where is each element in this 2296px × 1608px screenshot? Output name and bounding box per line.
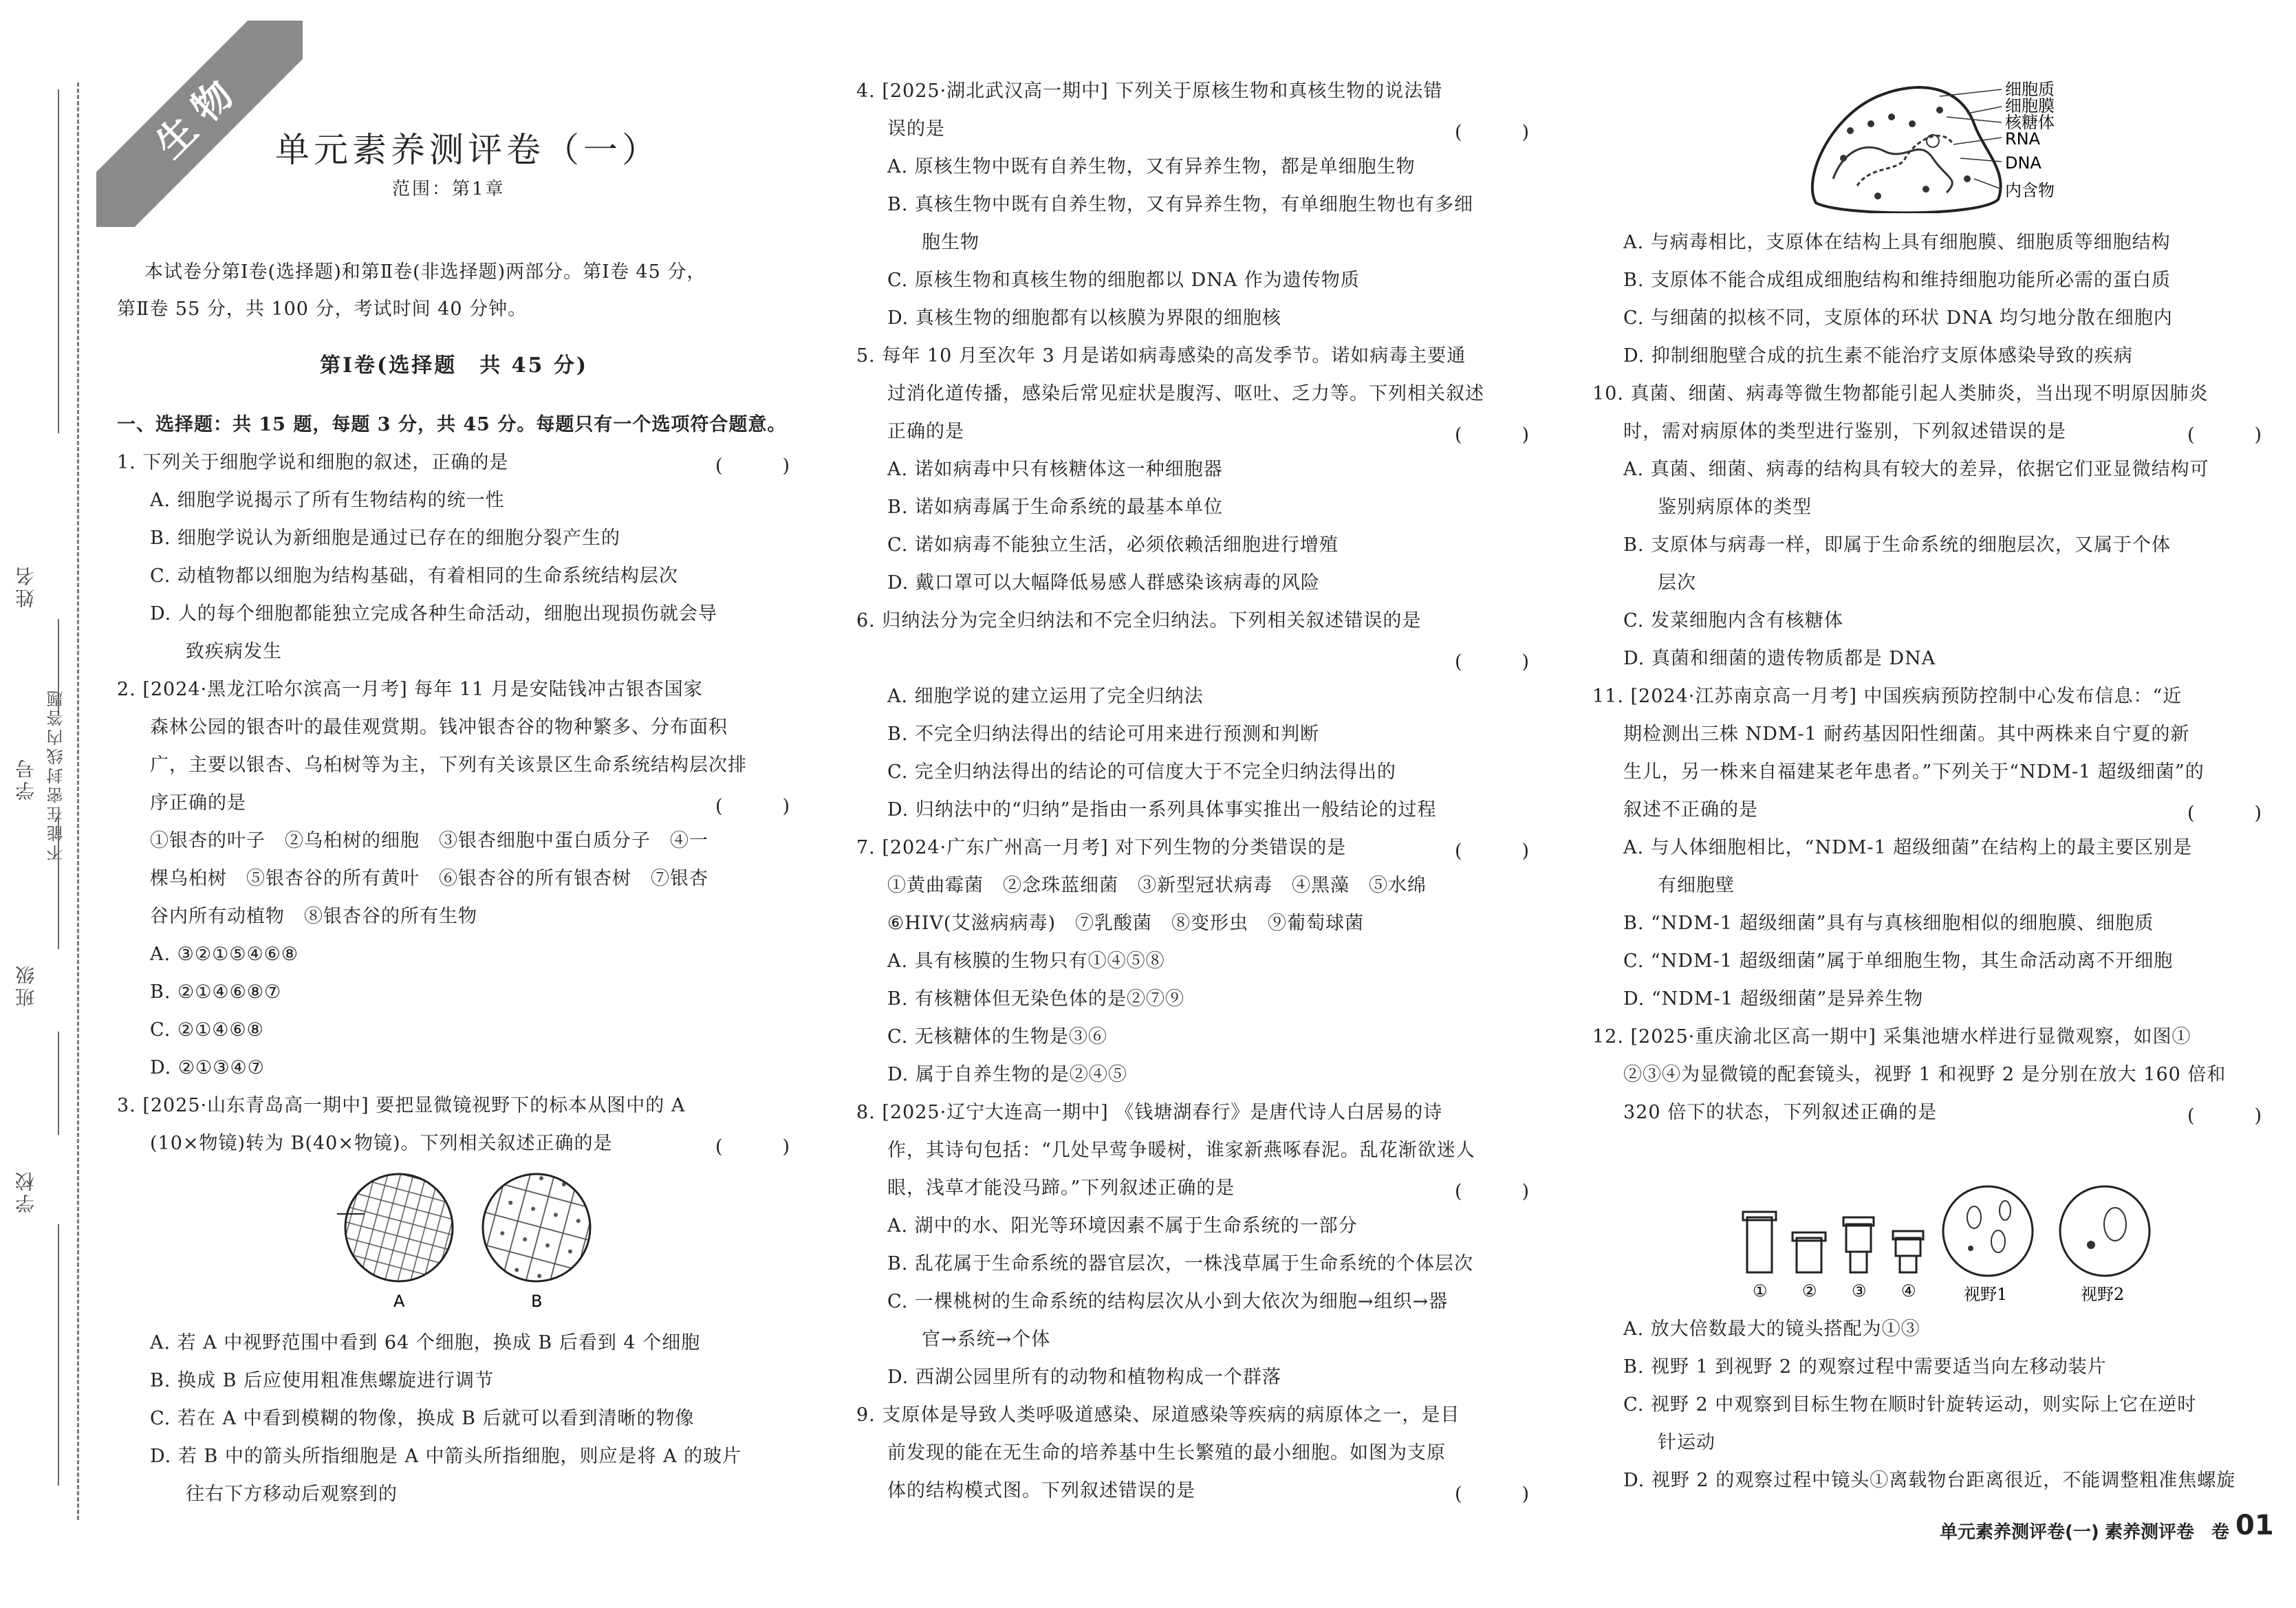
option: A. 诺如病毒中只有核糖体这一种细胞器 bbox=[887, 459, 1223, 480]
option: A. 若 A 中视野范围中看到 64 个细胞，换成 B 后看到 4 个细胞 bbox=[150, 1332, 701, 1354]
question-2-items: ①银杏的叶子 ②乌桕树的细胞 ③银杏细胞中蛋白质分子 ④一 bbox=[150, 830, 708, 851]
question-7-items: ⑥HIV(艾滋病病毒) ⑦乳酸菌 ⑧变形虫 ⑨葡萄球菌 bbox=[887, 913, 1364, 934]
option: D. 归纳法中的“归纳”是指由一系列具体事实推出一般结论的过程 bbox=[887, 799, 1437, 821]
figure-label-a: A bbox=[393, 1292, 405, 1311]
option: B. 视野 1 到视野 2 的观察过程中需要适当向左移动装片 bbox=[1623, 1356, 2107, 1378]
option: A. 细胞学说揭示了所有生物结构的统一性 bbox=[150, 490, 505, 511]
answer-paren-4[interactable]: ( ) bbox=[1455, 122, 1550, 143]
answer-paren-5[interactable]: ( ) bbox=[1455, 424, 1550, 446]
mycoplasma-figure bbox=[1802, 76, 2077, 213]
option: A. 真菌、细菌、病毒的结构具有较大的差异，依据它们亚显微结构可 bbox=[1623, 459, 2209, 480]
question-5-stem: 5. 每年 10 月至次年 3 月是诺如病毒感染的高发季节。诺如病毒主要通 bbox=[856, 345, 1466, 367]
margin-notice: 不能在密封线内答题 bbox=[47, 688, 66, 861]
question-2-items: 棵乌桕树 ⑤银杏谷的所有黄叶 ⑥银杏谷的所有银杏树 ⑦银杏 bbox=[150, 868, 708, 889]
answer-paren-10[interactable]: ( ) bbox=[2187, 424, 2283, 446]
option: B. ②①④⑥⑧⑦ bbox=[150, 981, 282, 1003]
microscope-lens-figure bbox=[1733, 1169, 2174, 1307]
question-12-stem: 12. [2025·重庆渝北区高一期中] 采集池塘水样进行显微观察，如图① bbox=[1592, 1026, 2191, 1047]
margin-line bbox=[58, 1032, 59, 1135]
question-10-stem: 时，需对病原体的类型进行鉴别，下列叙述错误的是 bbox=[1623, 421, 2066, 442]
option: A. 与病毒相比，支原体在结构上具有细胞膜、细胞质等细胞结构 bbox=[1623, 232, 2171, 253]
option-cont: 官→系统→个体 bbox=[922, 1329, 1051, 1350]
option: A. 放大倍数最大的镜头搭配为①③ bbox=[1623, 1318, 1920, 1340]
question-7-stem: 7. [2024·广东广州高一月考] 对下列生物的分类错误的是 bbox=[856, 837, 1347, 858]
lens-label-2: ② bbox=[1802, 1281, 1817, 1301]
question-12-stem: 320 倍下的状态，下列叙述正确的是 bbox=[1623, 1102, 1938, 1123]
question-6-stem: 6. 归纳法分为完全归纳法和不完全归纳法。下列相关叙述错误的是 bbox=[856, 610, 1422, 631]
answer-paren-9[interactable]: ( ) bbox=[1455, 1484, 1550, 1505]
option: C. 视野 2 中观察到目标生物在顺时针旋转运动，则实际上它在逆时 bbox=[1623, 1394, 2197, 1415]
intro-line: 第Ⅱ卷 55 分，共 100 分，考试时间 40 分钟。 bbox=[117, 298, 528, 320]
option: A. ③②①⑤④⑥⑧ bbox=[150, 944, 299, 965]
question-12-stem: ②③④为显微镜的配套镜头，视野 1 和视野 2 是分别在放大 160 倍和 bbox=[1623, 1064, 2227, 1085]
option: C. 一棵桃树的生命系统的结构层次从小到大依次为细胞→组织→器 bbox=[887, 1291, 1449, 1312]
question-8-stem: 8. [2025·辽宁大连高一期中] 《钱塘湖春行》是唐代诗人白居易的诗 bbox=[856, 1102, 1443, 1123]
option-cont: 针运动 bbox=[1658, 1432, 1715, 1453]
option-cont: 鉴别病原体的类型 bbox=[1658, 497, 1812, 518]
intro-line: 本试卷分第Ⅰ卷(选择题)和第Ⅱ卷(非选择题)两部分。第Ⅰ卷 45 分， bbox=[144, 261, 706, 283]
section-desc: 一、选择题：共 15 题，每题 3 分，共 45 分。每题只有一个选项符合题意。 bbox=[117, 414, 787, 435]
option: C. 若在 A 中看到模糊的物像，换成 B 后就可以看到清晰的物像 bbox=[150, 1408, 695, 1429]
fig-label-dna: DNA bbox=[2005, 153, 2042, 173]
option: D. 戴口罩可以大幅降低易感人群感染该病毒的风险 bbox=[887, 572, 1320, 594]
question-2-stem: 2. [2024·黑龙江哈尔滨高一月考] 每年 11 月是安陆钱冲古银杏国家 bbox=[117, 679, 703, 700]
question-5-stem: 过消化道传播，感染后常见症状是腹泻、呕吐、乏力等。下列相关叙述 bbox=[887, 383, 1484, 404]
lens-label-4: ④ bbox=[1901, 1281, 1916, 1301]
question-1-stem: 1. 下列关于细胞学说和细胞的叙述，正确的是 bbox=[117, 452, 509, 473]
question-11-stem: 期检测出三株 NDM-1 耐药基因阳性细菌。其中两株来自宁夏的新 bbox=[1623, 724, 2190, 745]
option: B. 有核糖体但无染色体的是②⑦⑨ bbox=[887, 988, 1185, 1010]
option: B. 诺如病毒属于生命系统的最基本单位 bbox=[887, 497, 1224, 518]
scope-label: 范围：第1章 bbox=[392, 179, 506, 199]
subject-ribbon bbox=[96, 21, 303, 227]
field-label-1: 视野1 bbox=[1964, 1285, 2008, 1304]
option: D. 属于自养生物的是②④⑤ bbox=[887, 1064, 1127, 1085]
question-9-stem: 体的结构模式图。下列叙述错误的是 bbox=[887, 1480, 1195, 1501]
option: A. 细胞学说的建立运用了完全归纳法 bbox=[887, 686, 1204, 707]
option: C. 与细菌的拟核不同，支原体的环状 DNA 均匀地分散在细胞内 bbox=[1623, 307, 2173, 329]
question-2-stem: 森林公园的银杏叶的最佳观赏期。钱冲银杏谷的物种繁多、分布面积 bbox=[150, 717, 728, 738]
margin-line bbox=[58, 812, 59, 949]
question-5-stem: 正确的是 bbox=[887, 421, 964, 442]
option: C. “NDM-1 超级细菌”属于单细胞生物，其生命活动离不开细胞 bbox=[1623, 950, 2174, 972]
option: D. 真核生物的细胞都有以核膜为界限的细胞核 bbox=[887, 307, 1281, 329]
subject-label: 生物 bbox=[96, 21, 303, 227]
section-title: 第Ⅰ卷(选择题 共 45 分) bbox=[320, 354, 589, 378]
lens-label-3: ③ bbox=[1852, 1281, 1867, 1301]
answer-paren-1[interactable]: ( ) bbox=[715, 455, 811, 477]
option: B. 细胞学说认为新细胞是通过已存在的细胞分裂产生的 bbox=[150, 528, 621, 549]
margin-name-label: 姓名 bbox=[14, 564, 37, 608]
option: C. ②①④⑥⑧ bbox=[150, 1019, 264, 1041]
question-2-items: 谷内所有动植物 ⑧银杏谷的所有生物 bbox=[150, 906, 477, 927]
option-cont: 胞生物 bbox=[922, 232, 979, 253]
option-cont: 层次 bbox=[1658, 572, 1696, 594]
margin-line bbox=[58, 89, 59, 433]
fig-label-cytoplasm: 细胞质 bbox=[2005, 80, 2055, 99]
page-title: 单元素养测评卷（一） bbox=[275, 130, 660, 170]
footer-series: 素养测评卷 bbox=[2105, 1522, 2195, 1543]
option: D. 若 B 中的箭头所指细胞是 A 中箭头所指细胞，则应是将 A 的玻片 bbox=[150, 1446, 742, 1467]
option: B. 不完全归纳法得出的结论可用来进行预测和判断 bbox=[887, 724, 1320, 745]
question-4-stem: 误的是 bbox=[887, 118, 945, 140]
binding-dashed-line bbox=[77, 83, 79, 1520]
question-11-stem: 生儿，另一株来自福建某老年患者。”下列关于“NDM-1 超级细菌”的 bbox=[1623, 761, 2205, 783]
option: C. 完全归纳法得出的结论的可信度大于不完全归纳法得出的 bbox=[887, 761, 1396, 783]
option: C. 诺如病毒不能独立生活，必须依赖活细胞进行增殖 bbox=[887, 534, 1339, 556]
lens-label-1: ① bbox=[1753, 1281, 1768, 1301]
answer-paren-2[interactable]: ( ) bbox=[715, 796, 811, 817]
option: A. 原核生物中既有自养生物，又有异养生物，都是单细胞生物 bbox=[887, 156, 1416, 177]
margin-line bbox=[58, 1224, 59, 1486]
page-number: 01 bbox=[2235, 1510, 2274, 1541]
option: C. 动植物都以细胞为结构基础，有着相同的生命系统结构层次 bbox=[150, 565, 678, 587]
margin-class-label: 班级 bbox=[14, 963, 37, 1007]
option: B. 真核生物中既有自养生物，又有异养生物，有单细胞生物也有多细 bbox=[887, 194, 1474, 215]
answer-paren-8[interactable]: ( ) bbox=[1455, 1181, 1550, 1202]
option: D. 真菌和细菌的遗传物质都是 DNA bbox=[1623, 648, 1936, 669]
option-cont: 致疾病发生 bbox=[186, 641, 282, 662]
question-3-stem: 3. [2025·山东青岛高一期中] 要把显微镜视野下的标本从图中的 A bbox=[117, 1095, 686, 1116]
option: A. 湖中的水、阳光等环境因素不属于生命系统的一部分 bbox=[887, 1215, 1358, 1237]
option: C. 发菜细胞内含有核糖体 bbox=[1623, 610, 1843, 631]
option: A. 与人体细胞相比，“NDM-1 超级细菌”在结构上的最主要区别是 bbox=[1623, 837, 2193, 858]
question-8-stem: 作，其诗句包括：“几处早莺争暖树，谁家新燕啄春泥。乱花渐欲迷人 bbox=[887, 1140, 1475, 1161]
question-9-stem: 前发现的能在无生命的培养基中生长繁殖的最小细胞。如图为支原 bbox=[887, 1442, 1446, 1464]
question-2-stem: 广，主要以银杏、乌桕树等为主，下列有关该景区生命系统结构层次排 bbox=[150, 754, 747, 776]
question-3-stem: (10×物镜)转为 B(40×物镜)。下列相关叙述正确的是 bbox=[150, 1133, 613, 1154]
footer-volume: 卷 bbox=[2211, 1522, 2230, 1543]
question-11-stem: 11. [2024·江苏南京高一月考] 中国疾病预防控制中心发布信息：“近 bbox=[1592, 686, 2183, 707]
answer-paren-12[interactable]: ( ) bbox=[2187, 1105, 2283, 1127]
option: C. 原核生物和真核生物的细胞都以 DNA 作为遗传物质 bbox=[887, 270, 1360, 291]
question-8-stem: 眼，浅草才能没马蹄。”下列叙述正确的是 bbox=[887, 1177, 1235, 1199]
option: D. 抑制细胞壁合成的抗生素不能治疗支原体感染导致的疾病 bbox=[1623, 345, 2133, 367]
option: C. 无核糖体的生物是③⑥ bbox=[887, 1026, 1107, 1047]
question-10-stem: 10. 真菌、细菌、病毒等微生物都能引起人类肺炎，当出现不明原因肺炎 bbox=[1592, 383, 2209, 404]
answer-paren-11[interactable]: ( ) bbox=[2187, 803, 2283, 824]
microscope-fields-figure bbox=[337, 1173, 598, 1317]
option: D. 人的每个细胞都能独立完成各种生命活动，细胞出现损伤就会导 bbox=[150, 603, 717, 624]
option: B. 乱花属于生命系统的器官层次，一株浅草属于生命系统的个体层次 bbox=[887, 1253, 1474, 1274]
option: B. 换成 B 后应使用粗准焦螺旋进行调节 bbox=[150, 1370, 495, 1391]
figure-label-b: B bbox=[531, 1292, 543, 1311]
option: B. 支原体不能合成组成细胞结构和维持细胞功能所必需的蛋白质 bbox=[1623, 270, 2172, 291]
option-cont: 有细胞壁 bbox=[1658, 875, 1735, 896]
question-2-stem: 序正确的是 bbox=[150, 792, 246, 814]
question-9-stem: 9. 支原体是导致人类呼吸道感染、尿道感染等疾病的病原体之一，是目 bbox=[856, 1404, 1460, 1426]
option: D. 西湖公园里所有的动物和植物构成一个群落 bbox=[887, 1367, 1281, 1388]
fig-label-rna: RNA bbox=[2005, 129, 2041, 149]
option-cont: 往右下方移动后观察到的 bbox=[186, 1484, 398, 1505]
option: A. 具有核膜的生物只有①④⑤⑧ bbox=[887, 950, 1165, 972]
answer-paren-3[interactable]: ( ) bbox=[715, 1136, 811, 1158]
option: B. 支原体与病毒一样，即属于生命系统的细胞层次，又属于个体 bbox=[1623, 534, 2172, 556]
option: D. ②①③④⑦ bbox=[150, 1057, 265, 1078]
footer-title: 单元素养测评卷(一) bbox=[1940, 1522, 2099, 1543]
fig-label-membrane: 细胞膜 bbox=[2005, 96, 2055, 116]
field-label-2: 视野2 bbox=[2081, 1285, 2125, 1304]
question-11-stem: 叙述不正确的是 bbox=[1623, 799, 1758, 821]
option: B. “NDM-1 超级细菌”具有与真核细胞相似的细胞膜、细胞质 bbox=[1623, 913, 2154, 934]
margin-student-no-label: 学号 bbox=[14, 757, 37, 801]
margin-school-label: 学校 bbox=[14, 1169, 37, 1213]
fig-label-ribosome: 核糖体 bbox=[2005, 113, 2055, 132]
option: D. 视野 2 的观察过程中镜头①离载物台距离很近，不能调整粗准焦螺旋 bbox=[1623, 1470, 2236, 1491]
option: D. “NDM-1 超级细菌”是异养生物 bbox=[1623, 988, 1924, 1010]
fig-label-inclusion: 内含物 bbox=[2005, 181, 2055, 200]
answer-paren-7[interactable]: ( ) bbox=[1455, 840, 1550, 862]
answer-paren-6[interactable]: ( ) bbox=[1455, 651, 1550, 673]
question-7-items: ①黄曲霉菌 ②念珠蓝细菌 ③新型冠状病毒 ④黑藻 ⑤水绵 bbox=[887, 875, 1427, 896]
question-4-stem: 4. [2025·湖北武汉高一期中] 下列关于原核生物和真核生物的说法错 bbox=[856, 80, 1443, 102]
